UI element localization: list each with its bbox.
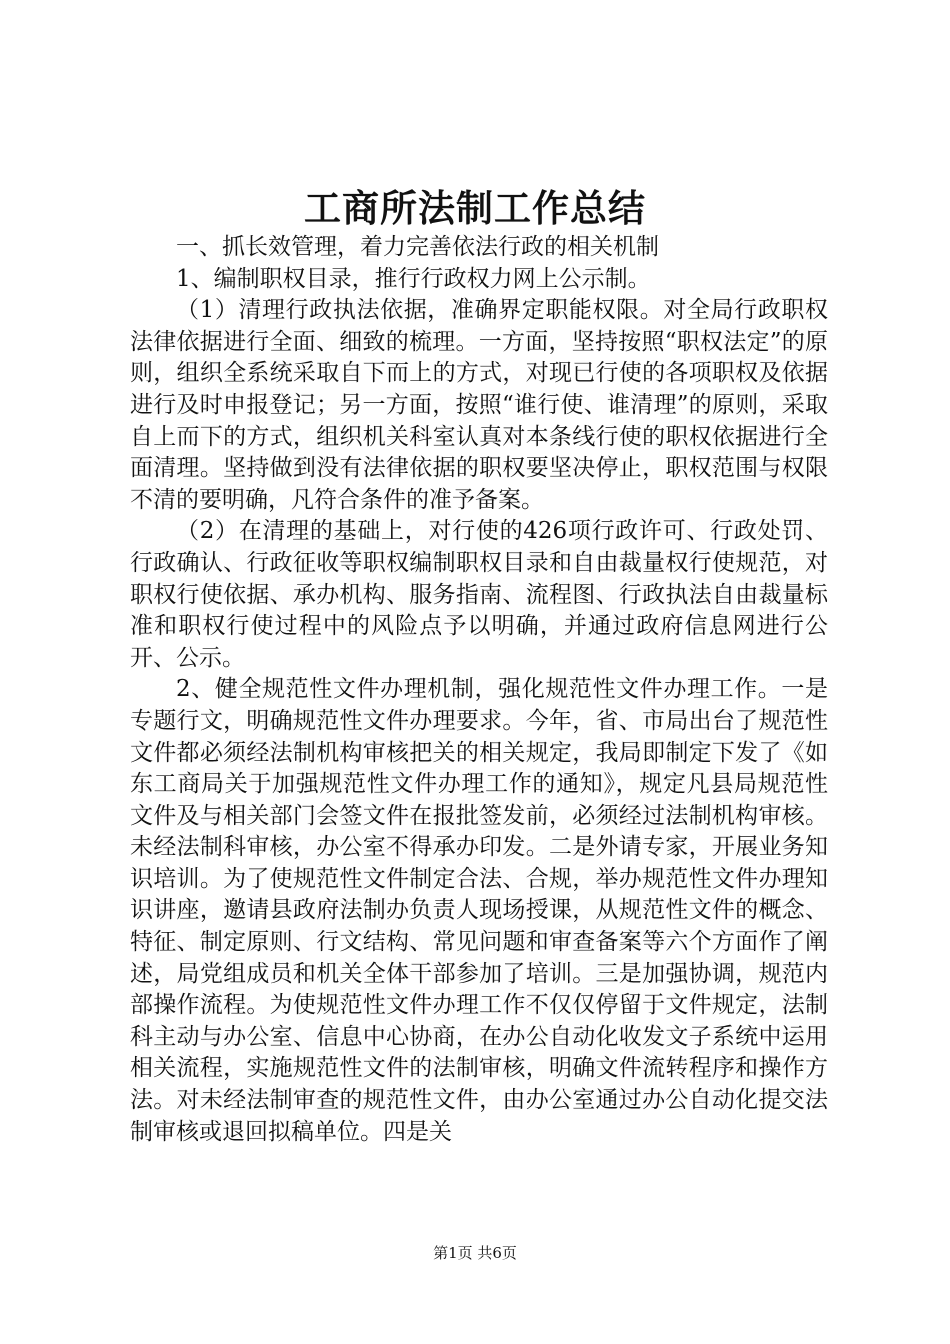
body-paragraph: （1）清理行政执法依据，准确界定职能权限。对全局行政职权法律依据进行全面、细致的梳理。一方面，坚持按照“职权法定”的原则，组织全系统采取自下而上的方式，对现已行使的各项职权及依据进行及时申报登记；另一方面，按照“谁行使、谁清理”的原则，采取自上而下的方式，组织机关科室认真对本条线行使的职权依据进行全面清理。坚持做到没有法律依据的职权要坚决停止，职权范围与权限不清的要明确，凡符合条件的准予备案。 bbox=[130, 297, 828, 513]
page-number: 第1页 共6页 bbox=[433, 1244, 517, 1262]
section-heading: 一、抓长效管理，着力完善依法行政的相关机制 bbox=[176, 234, 659, 260]
document-body bbox=[130, 232, 828, 1148]
document-title: 工商所法制工作总结 bbox=[304, 187, 646, 230]
subsection-heading: 1、编制职权目录，推行行政权力网上公示制。 bbox=[176, 265, 651, 292]
body-paragraph: 2、健全规范性文件办理机制，强化规范性文件办理工作。一是专题行文，明确规范性文件办理要求。今年，省、市局出台了规范性文件都必须经法制机构审核把关的相关规定，我局即制定下发了《如东工商局关于加强规范性文件办理工作的通知》，规定凡县局规范性文件及与相关部门会签文件在报批签发前，必须经过法制机构审核。未经法制科审核，办公室不得承办印发。二是外请专家，开展业务知识培训。为了使规范性文件制定合法、合规，举办规范性文件办理知识讲座，邀请县政府法制办负责人现场授课，从规范性文件的概念、特征、制定原则、行文结构、常见问题和审查备案等六个方面作了阐述，局党组成员和机关全体干部参加了培训。三是加强协调，规范内部操作流程。为使规范性文件办理工作不仅仅停留于文件规定，法制科主动与办公室、信息中心协商，在办公自动化收发文子系统中运用相关流程，实施规范性文件的法制审核，明确文件流转程序和操作方法。对未经法制审查的规范性文件，由办公室通过办公自动化提交法制审核或退回拟稿单位。四是关 bbox=[130, 676, 828, 1145]
body-paragraph: （2）在清理的基础上，对行使的426项行政许可、行政处罚、行政确认、行政征收等职权编制职权目录和自由裁量权行使规范，对职权行使依据、承办机构、服务指南、流程图、行政执法自由裁量标准和职权行使过程中的风险点予以明确，并通过政府信息网进行公开、公示。 bbox=[130, 518, 828, 671]
